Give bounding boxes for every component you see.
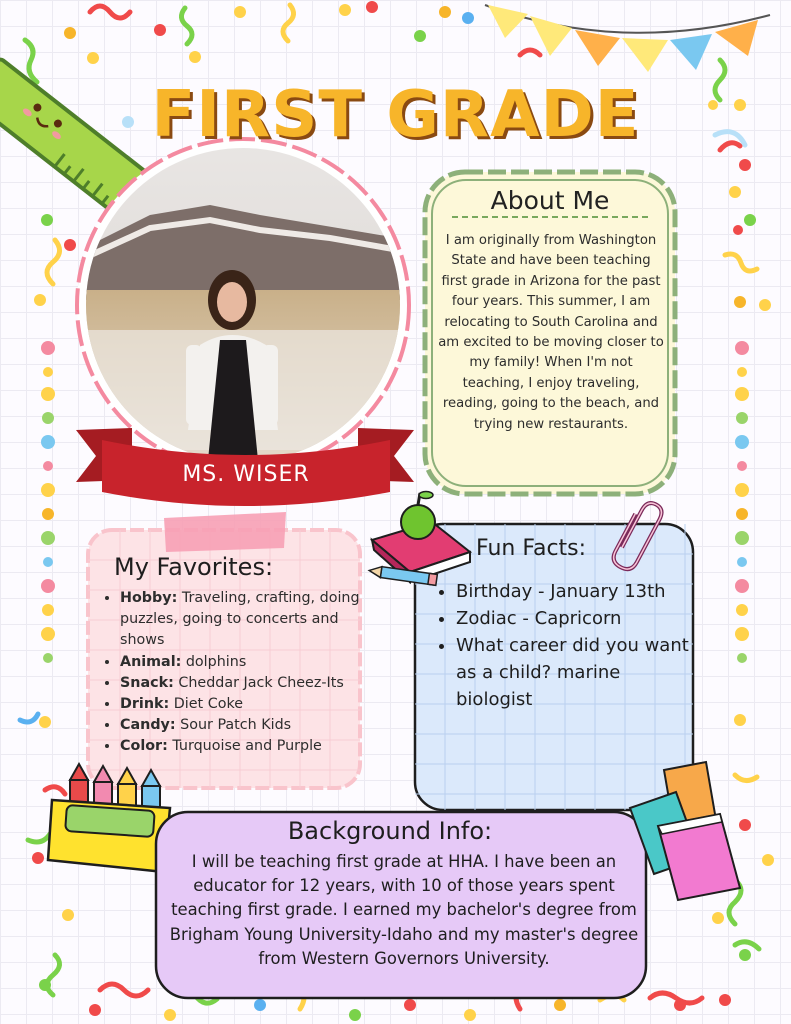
about-divider	[452, 216, 648, 218]
page-title: FIRST GRADE	[151, 78, 640, 152]
favorite-value: Turquoise and Purple	[172, 738, 322, 755]
list-item: • Zodiac - Capricorn	[456, 605, 692, 632]
favorites-heading: My Favorites:	[114, 553, 274, 581]
favorite-label: Hobby:	[120, 590, 178, 606]
favorite-label: Snack:	[120, 674, 174, 691]
favorite-label: Drink:	[120, 696, 170, 713]
list-item	[120, 588, 372, 652]
list-item	[120, 715, 372, 736]
list-item: • Birthday - January 13th	[456, 578, 692, 605]
list-item	[120, 673, 372, 694]
favorite-value: Cheddar Jack Cheez-Its	[178, 674, 344, 691]
favorite-value: Sour Patch Kids	[180, 717, 292, 734]
about-heading: About Me	[490, 186, 610, 215]
list-item: • What career did you want as a child? marine biologist	[456, 632, 692, 713]
fun-facts-list	[432, 578, 692, 713]
teacher-name: MS. WISER	[182, 462, 310, 487]
favorite-label: Color:	[120, 738, 168, 755]
background-heading: Background Info:	[287, 817, 493, 845]
background-text: I will be teaching first grade at HHA. I have been an educator for 12 years, with 10 of those years spent teaching first grade. I earned my bachelor's degree from Brigham Young University-Idaho and my master's degree from Western Governors University.	[169, 852, 639, 968]
tape-icon	[164, 512, 286, 552]
favorite-label: Animal:	[120, 653, 182, 670]
fun-facts-heading: Fun Facts:	[476, 536, 587, 561]
crayon-box-icon	[48, 764, 170, 872]
dot-column-right	[735, 341, 749, 663]
bunting-icon	[485, 5, 770, 72]
favorite-value: Traveling, crafting, doing puzzles, going to concerts and shows	[120, 590, 360, 649]
list-item	[120, 694, 372, 715]
list-item	[120, 652, 372, 673]
about-text: I am originally from Washington State and have been teaching first grade in Arizona for the past four years. This summer, I am relocating to South Carolina and am excited to be moving closer to my family! When I'm not teaching, I enjoy traveling, reading, going to the beach, and trying new restaurants.	[438, 233, 664, 432]
favorites-list	[98, 588, 372, 758]
favorite-value: Diet Coke	[173, 696, 244, 713]
dot-column-left	[41, 341, 55, 663]
favorite-value: dolphins	[185, 653, 247, 670]
favorite-label: Candy:	[120, 717, 176, 734]
list-item	[120, 736, 372, 757]
